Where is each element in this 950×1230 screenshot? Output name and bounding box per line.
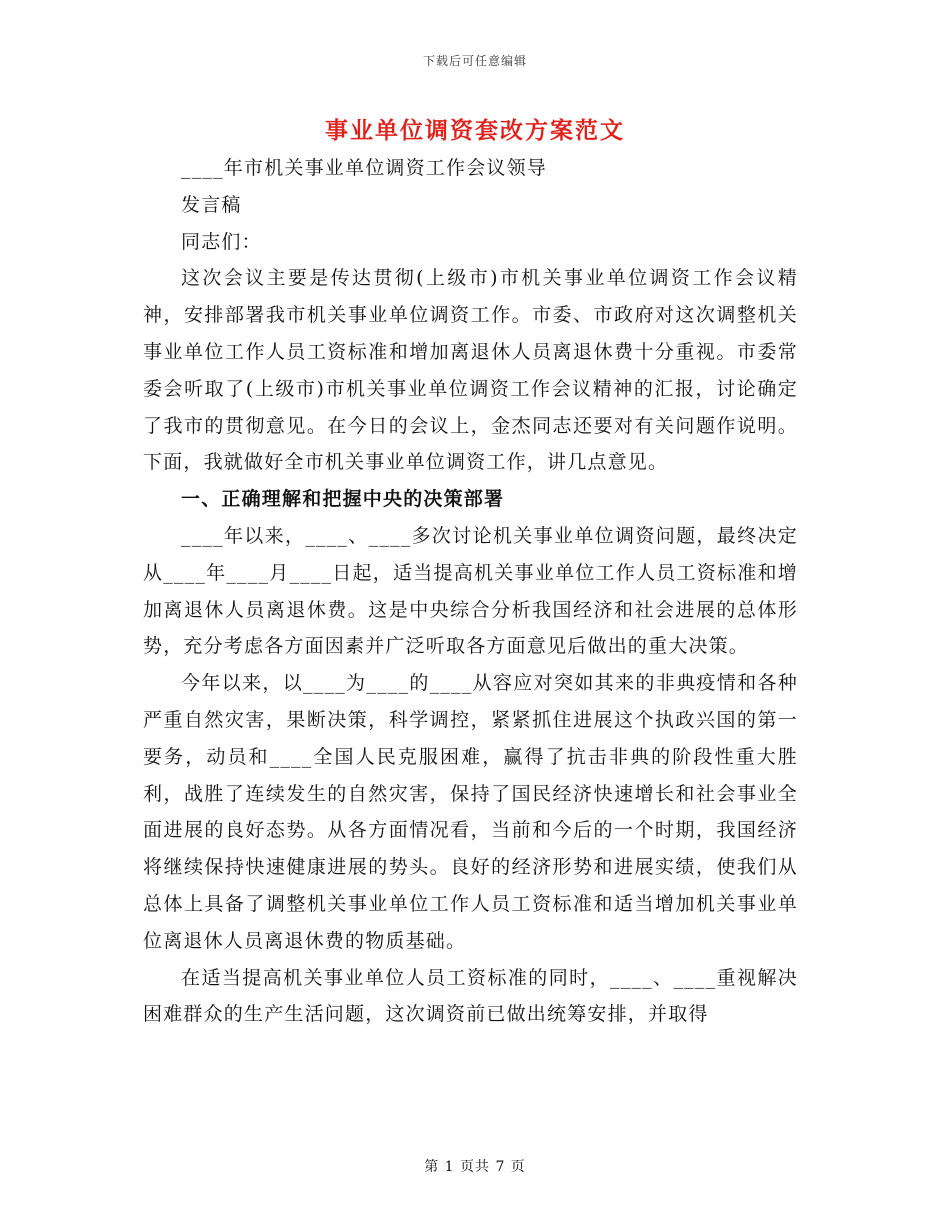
- paragraph-salutation: 同志们：: [181, 230, 262, 253]
- document-body: [143, 150, 798, 1033]
- paragraph-meeting-line: ____年市机关事业单位调资工作会议领导: [181, 157, 548, 179]
- paragraph-situation: 今年以来，以____为____的____从容应对突如其来的非典疫情和各种严重自然灾害，果断决策，科学调控，紧紧抓住进展这个执政兴国的第一要务，动员和____全国人民克服困难，赢得了抗击非典的阶段性重大胜利，战胜了连续发生的自然灾害，保持了国民经济快速增长和社会事业全面进展的良好态势。从各方面情况看，当前和今后的一个时期，我国经济将继续保持快速健康进展的势头。良好的经济形势和进展实绩，使我们从总体上具备了调整机关事业单位工作人员工资标准和适当增加机关事业单位离退休人员离退休费的物质基础。: [143, 672, 798, 952]
- paragraph-continued: 在适当提高机关事业单位人员工资标准的同时，____、____重视解决困难群众的生产生活问题，这次调资前已做出统筹安排，并取得: [143, 966, 798, 1026]
- header-note: 下载后可任意编辑: [422, 54, 527, 68]
- page-number-footer: 第 1 页共 7 页: [424, 1159, 526, 1175]
- document-title: 事业单位调资套改方案范文: [325, 117, 625, 144]
- paragraph-speech-draft: 发言稿: [181, 193, 242, 216]
- paragraph-decision: ____年以来，____、____多次讨论机关事业单位调资问题，最终决定从____年____月____日起，适当提高机关事业单位工作人员工资标准和增加离退休人员离退休费。这是中央综合分析我国经济和社会进展的总体形势，充分考虑各方面因素并广泛听取各方面意见后做出的重大决策。: [143, 524, 798, 658]
- paragraph-intro: 这次会议主要是传达贯彻(上级市)市机关事业单位调资工作会议精神，安排部署我市机关事业单位调资工作。市委、市政府对这次调整机关事业单位工作人员工资标准和增加离退休人员离退休费十分重视。市委常委会听取了(上级市)市机关事业单位调资工作会议精神的汇报，讨论确定了我市的贯彻意见。在今日的会议上，金杰同志还要对有关问题作说明。下面，我就做好全市机关事业单位调资工作，讲几点意见。: [143, 267, 798, 474]
- section-heading-1: 一、正确理解和把握中央的决策部署: [181, 488, 505, 511]
